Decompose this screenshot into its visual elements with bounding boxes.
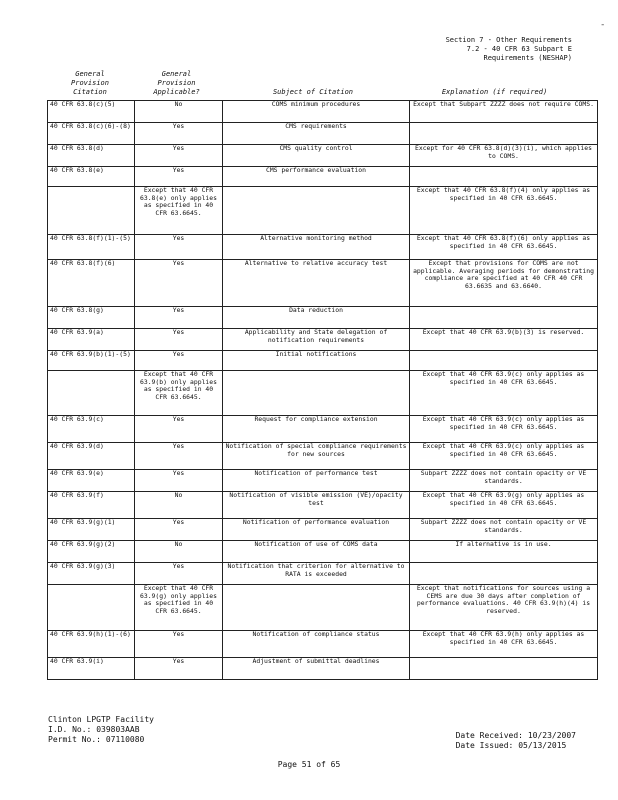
cell-subject: Notification that criterion for alternative to RATA is exceeded [223,563,410,585]
cell-applicable: No [135,492,223,519]
cell-citation: 40 CFR 63.9(d) [48,443,135,470]
column-header-citation: General Provision Citation [71,70,109,96]
cell-applicable: Yes [135,329,223,351]
date-received-line: Date Received: 10/23/2007 [455,731,576,740]
table-row [48,541,598,563]
cell-subject [223,187,410,235]
cell-applicable: Yes [135,123,223,145]
table-row [48,307,598,329]
facility-id: 039803AAB [96,725,140,734]
cell-applicable: Yes [135,519,223,541]
table-row [48,260,598,307]
cell-citation: 40 CFR 63.9(g)(3) [48,563,135,585]
table-row [48,145,598,167]
table-row [48,167,598,187]
cell-explanation: Except that 40 CFR 63.9(c) only applies as specified in 40 CFR 63.6645. [410,443,598,470]
table-row [48,519,598,541]
cell-applicable: Yes [135,416,223,443]
cell-explanation [410,167,598,187]
cell-explanation [410,658,598,680]
cell-citation: 40 CFR 63.9(g)(2) [48,541,135,563]
subsection-title: 7.2 - 40 CFR 63 Subpart E [466,45,572,53]
cell-explanation: Except that 40 CFR 63.9(b)(3) is reserved. [410,329,598,351]
table-row [48,443,598,470]
cell-explanation: Except that notifications for sources using a CEMS are due 30 days after completion of performance evaluations. 40 CFR 63.9(h)(4) is reserved. [410,585,598,631]
cell-explanation: Except that 40 CFR 63.9(g) only applies as specified in 40 CFR 63.6645. [410,492,598,519]
cell-explanation: Except that 40 CFR 63.9(c) only applies as specified in 40 CFR 63.6645. [410,371,598,416]
cell-applicable: Except that 40 CFR 63.9(b) only applies as specified in 40 CFR 63.6645. [135,371,223,416]
cell-subject: CMS performance evaluation [223,167,410,187]
cell-subject: Initial notifications [223,351,410,371]
section-title: Section 7 - Other Requirements [445,36,572,44]
table-row [48,329,598,351]
cell-applicable: Yes [135,167,223,187]
cell-subject: COMS minimum procedures [223,101,410,123]
cell-citation: 40 CFR 63.8(c)(6)-(8) [48,123,135,145]
table-row [48,563,598,585]
section-header [446,36,572,63]
corner-mark: - [600,20,606,30]
table-row [48,658,598,680]
subsection-subtitle: Requirements (NESHAP) [483,54,572,62]
table-row [48,470,598,492]
cell-subject: Adjustment of submittal deadlines [223,658,410,680]
cell-applicable: Yes [135,563,223,585]
cell-explanation: Subpart ZZZZ does not contain opacity or VE standards. [410,519,598,541]
cell-subject: Notification of use of COMS data [223,541,410,563]
cell-subject: Notification of performance test [223,470,410,492]
table-row [48,585,598,631]
cell-applicable: Yes [135,351,223,371]
facility-block [48,715,154,745]
cell-explanation: Except that Subpart ZZZZ does not require COMS. [410,101,598,123]
cell-applicable: Yes [135,631,223,658]
cell-citation: 40 CFR 63.9(a) [48,329,135,351]
cell-applicable: Yes [135,658,223,680]
cell-citation: 40 CFR 63.8(c)(5) [48,101,135,123]
cell-subject: Notification of visible emission (VE)/opacity test [223,492,410,519]
cell-citation: 40 CFR 63.8(d) [48,145,135,167]
cell-subject: Notification of performance evaluation [223,519,410,541]
cell-citation: 40 CFR 63.8(f)(6) [48,260,135,307]
table-row [48,187,598,235]
cell-applicable: No [135,101,223,123]
cell-applicable: Yes [135,235,223,260]
cell-subject: Request for compliance extension [223,416,410,443]
cell-citation: 40 CFR 63.9(f) [48,492,135,519]
cell-applicable: Yes [135,260,223,307]
table-row [48,351,598,371]
table-row [48,416,598,443]
table-row [48,235,598,260]
date-received: 10/23/2007 [527,731,576,740]
column-header-applicable: General Provision Applicable? [153,70,200,96]
cell-citation: 40 CFR 63.9(g)(1) [48,519,135,541]
cell-citation: 40 CFR 63.9(b)(1)-(5) [48,351,135,371]
date-issued: 05/13/2015 [518,741,567,750]
cell-citation [48,371,135,416]
cell-subject: Notification of compliance status [223,631,410,658]
column-header-explanation: Explanation (if required) [441,88,548,96]
cell-explanation [410,123,598,145]
cell-citation: 40 CFR 63.9(e) [48,470,135,492]
permit-number: 07110080 [105,735,145,744]
cell-explanation: Except for 40 CFR 63.8(d)(3)(i), which applies to COMS. [410,145,598,167]
cell-subject: Applicability and State delegation of notification requirements [223,329,410,351]
cell-explanation: Except that 40 CFR 63.8(f)(4) only applies as specified in 40 CFR 63.6645. [410,187,598,235]
cell-applicable: Yes [135,470,223,492]
cell-explanation [410,307,598,329]
table-row [48,631,598,658]
cell-explanation: Except that 40 CFR 63.9(h) only applies as specified in 40 CFR 63.6645. [410,631,598,658]
cell-subject: CMS requirements [223,123,410,145]
cell-subject: Data reduction [223,307,410,329]
cell-explanation: Except that 40 CFR 63.9(c) only applies as specified in 40 CFR 63.6645. [410,416,598,443]
cell-applicable: Yes [135,145,223,167]
page-number: Page 51 of 65 [277,760,341,769]
cell-citation: 40 CFR 63.8(g) [48,307,135,329]
facility-id-line: I.D. No.: 039803AAB [48,725,140,734]
cell-subject [223,585,410,631]
cell-citation: 40 CFR 63.9(i) [48,658,135,680]
facility-name: Clinton LPGTP Facility [48,715,154,724]
cell-subject: Notification of special compliance requirements for new sources [223,443,410,470]
cell-explanation: Except that 40 CFR 63.8(f)(6) only applies as specified in 40 CFR 63.6645. [410,235,598,260]
table-row [48,101,598,123]
cell-explanation [410,563,598,585]
cell-explanation: Except that provisions for COMS are not applicable. Averaging periods for demonstrating compliance are specified at 40 CFR 40 CFR 63.6635 and 63.6640. [410,260,598,307]
table-row [48,492,598,519]
cell-citation: 40 CFR 63.8(e) [48,167,135,187]
permit-number-line: Permit No.: 07110080 [48,735,145,744]
cell-citation: 40 CFR 63.9(h)(1)-(6) [48,631,135,658]
cell-applicable: Except that 40 CFR 63.8(e) only applies as specified in 40 CFR 63.6645. [135,187,223,235]
cell-applicable: Yes [135,307,223,329]
dates-block [456,731,576,751]
cell-applicable: Yes [135,443,223,470]
table-row [48,371,598,416]
cell-explanation: Subpart ZZZZ does not contain opacity or VE standards. [410,470,598,492]
cell-subject: Alternative monitoring method [223,235,410,260]
column-header-subject: Subject of Citation [272,88,354,96]
table-row [48,123,598,145]
cell-subject: Alternative to relative accuracy test [223,260,410,307]
cell-citation [48,585,135,631]
cell-explanation [410,351,598,371]
cell-explanation: If alternative is in use. [410,541,598,563]
cell-citation: 40 CFR 63.9(c) [48,416,135,443]
cell-subject: CMS quality control [223,145,410,167]
cell-citation [48,187,135,235]
cell-applicable: Except that 40 CFR 63.9(g) only applies as specified in 40 CFR 63.6645. [135,585,223,631]
cell-citation: 40 CFR 63.8(f)(1)-(5) [48,235,135,260]
cell-applicable: No [135,541,223,563]
citation-table [47,100,598,680]
cell-subject [223,371,410,416]
date-issued-line: Date Issued: 05/13/2015 [455,741,567,750]
